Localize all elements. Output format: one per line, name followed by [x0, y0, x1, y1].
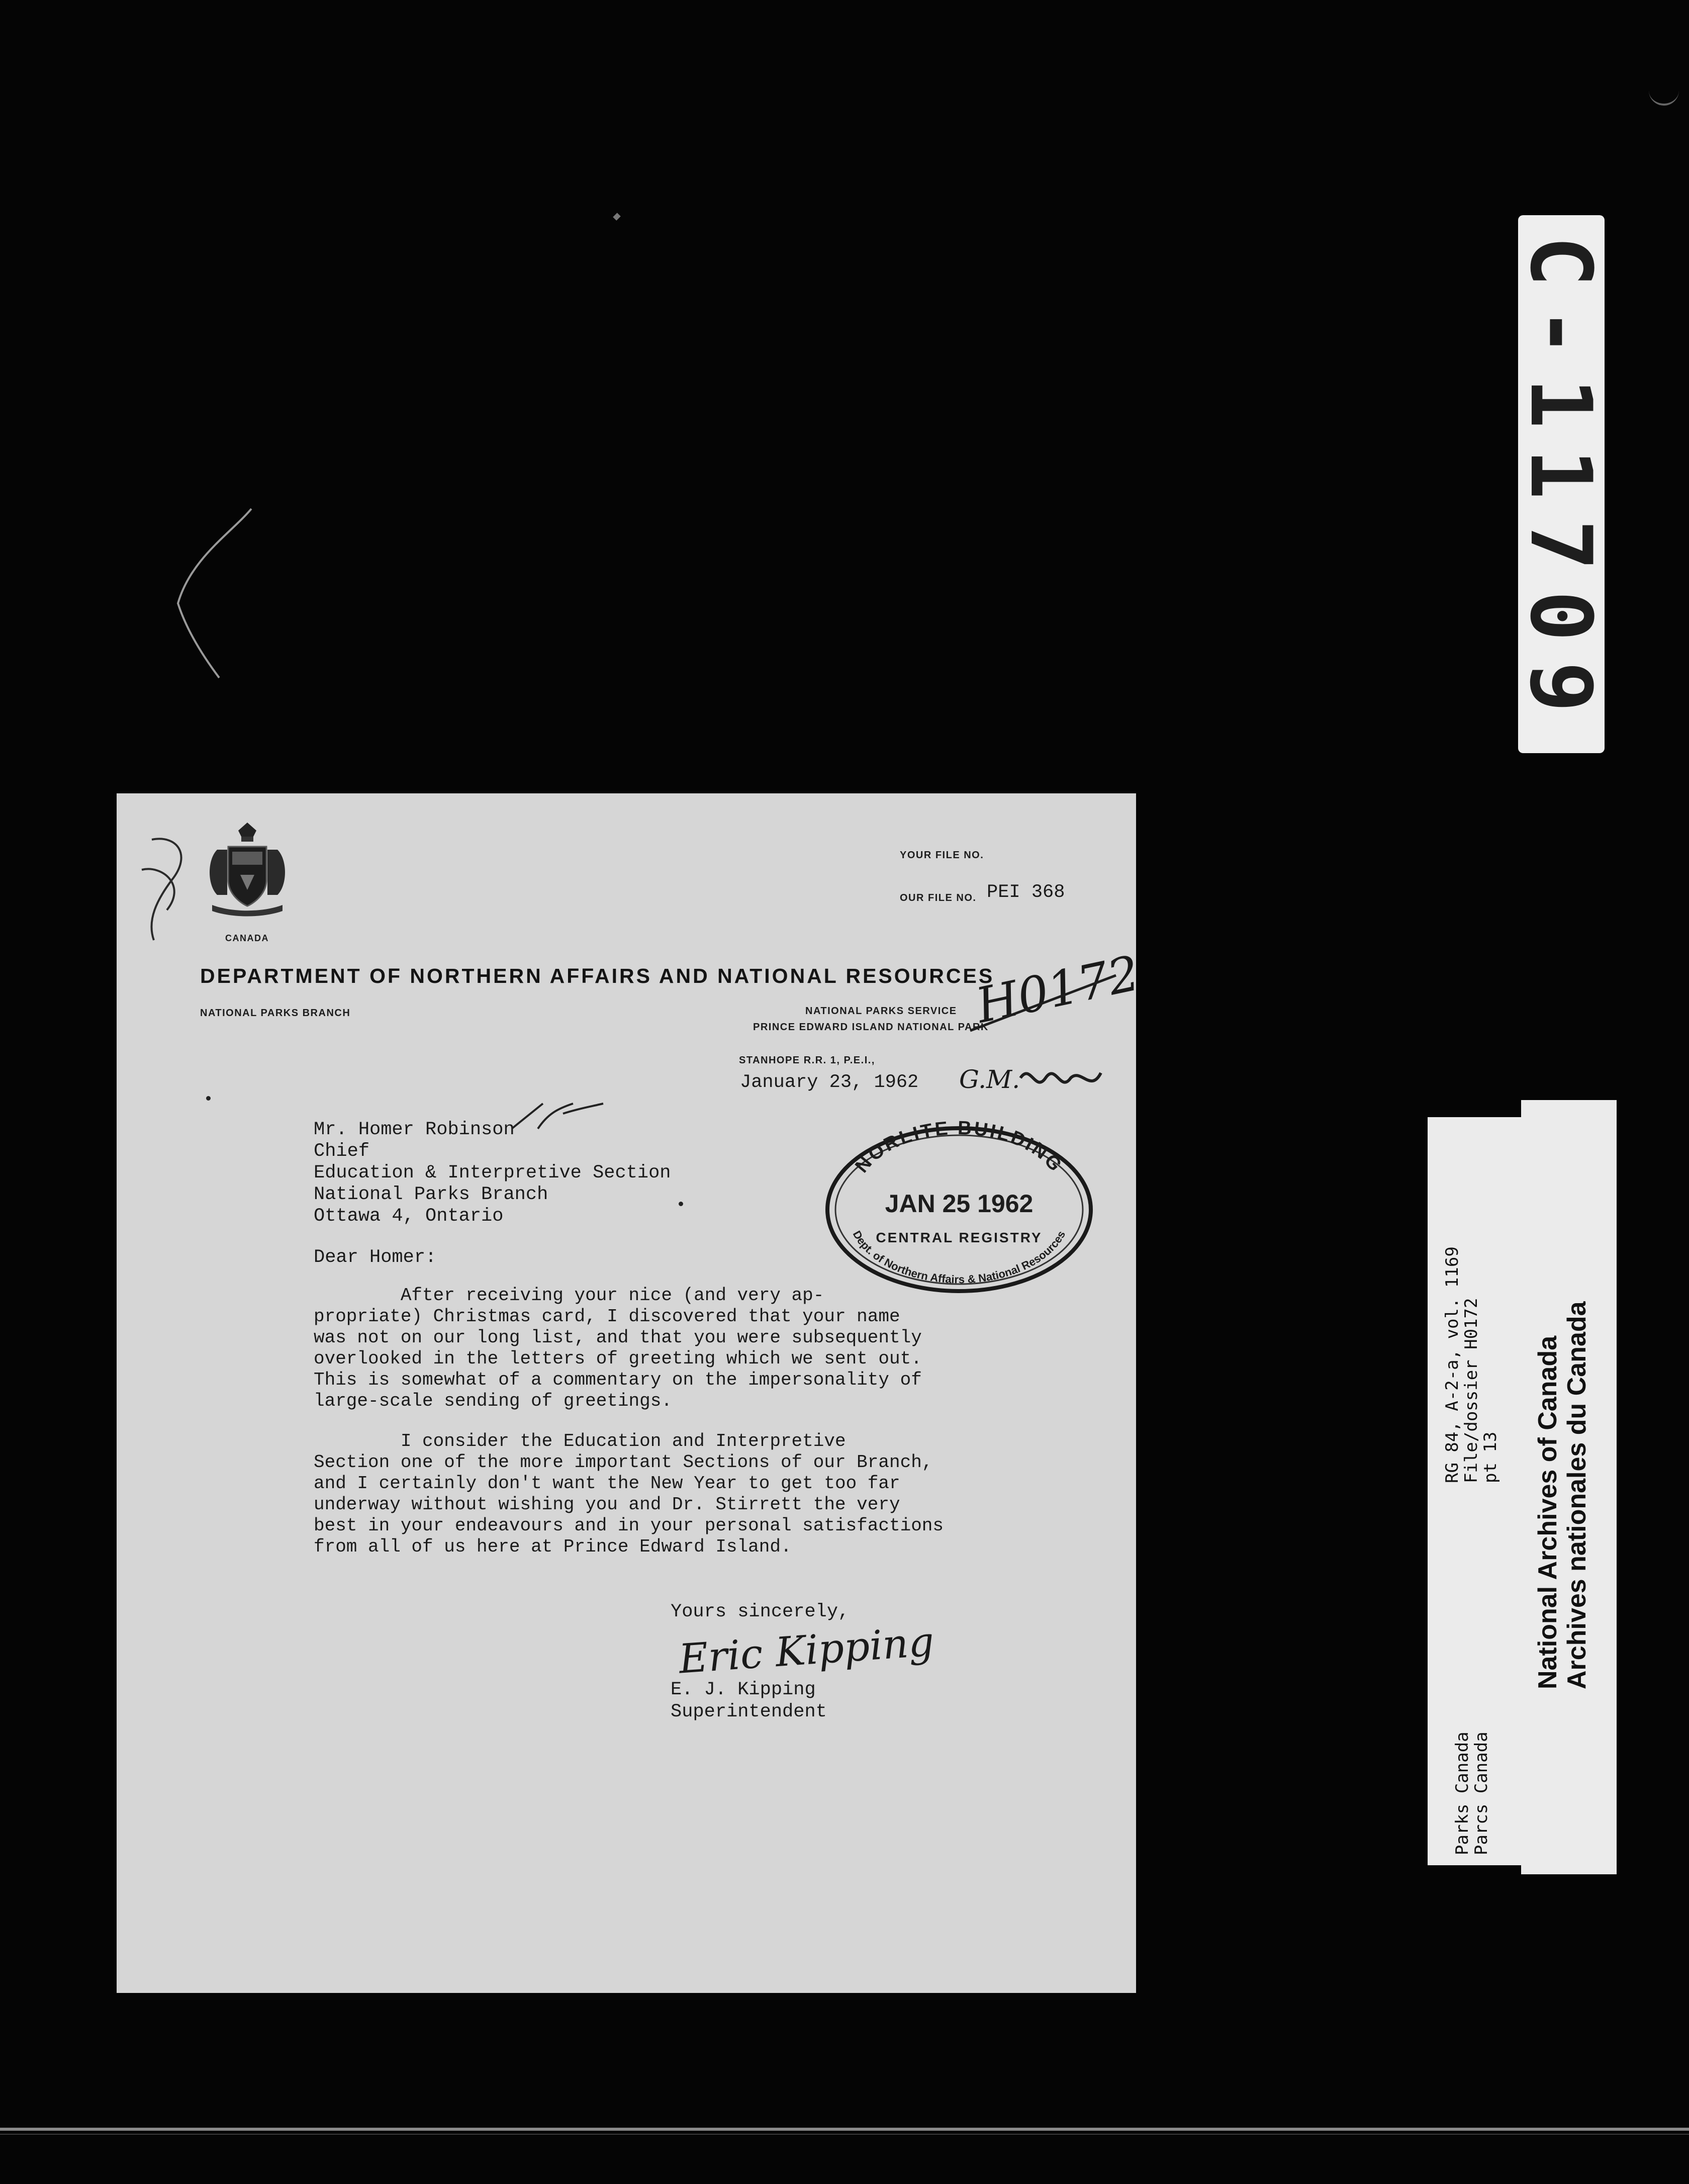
stamp-middle: CENTRAL REGISTRY	[876, 1230, 1043, 1245]
park-name: PRINCE EDWARD ISLAND NATIONAL PARK	[753, 1022, 989, 1033]
body-line: Section one of the more important Sections of our Branch,	[314, 1452, 933, 1473]
our-file-label: OUR FILE NO.	[900, 892, 977, 903]
body-line: best in your endeavours and in your personal satisfactions	[314, 1515, 944, 1536]
recipient-line: National Parks Branch	[314, 1184, 548, 1205]
film-edge-curve	[1649, 88, 1679, 106]
microfilm-frame-edge	[0, 2128, 1689, 2131]
archive-file-line: File/dossier H0172	[1461, 1298, 1481, 1483]
registry-stamp	[818, 1119, 1100, 1300]
stamp-bottom-arc: Dept. of Northern Affairs & National Resources	[850, 1228, 1068, 1286]
handwritten-underline	[965, 955, 1126, 1056]
recipient-line: Chief	[314, 1141, 370, 1162]
stamp-top-arc: NORLITE BUILDING	[851, 1119, 1067, 1177]
archives-name-en: National Archives of Canada	[1533, 1335, 1562, 1689]
body-line: This is somewhat of a commentary on the impersonality of	[314, 1370, 922, 1390]
body-line: I consider the Education and Interpretive	[314, 1431, 846, 1451]
service-name: NATIONAL PARKS SERVICE	[805, 1006, 957, 1017]
archive-reference-line: RG 84, A-2-a, vol. 1169	[1442, 1246, 1462, 1483]
recipient-line: Mr. Homer Robinson	[314, 1119, 515, 1140]
microfilm-frame-edge-shadow	[0, 2134, 1689, 2135]
body-line: After receiving your nice (and very ap-	[314, 1285, 824, 1306]
body-line: from all of us here at Prince Edward Island.	[314, 1536, 792, 1557]
coat-of-arms-icon	[197, 820, 298, 925]
stamp-date: JAN 25 1962	[885, 1190, 1034, 1218]
reel-number: C-11709	[1512, 235, 1610, 733]
closing: Yours sincerely,	[671, 1601, 850, 1622]
handwritten-file-number: H0172	[971, 945, 1145, 1034]
agency-name-en: Parks Canada	[1452, 1732, 1472, 1855]
body-line: underway without wishing you and Dr. Stirrett the very	[314, 1494, 900, 1515]
coat-of-arms-caption: CANADA	[225, 933, 269, 943]
agency-name	[1453, 1732, 1491, 1855]
handwritten-scribble	[1015, 1058, 1106, 1103]
letter-date: January 23, 1962	[740, 1072, 919, 1093]
body-line: was not on our long list, and that you were subsequently	[314, 1327, 922, 1348]
body-line: propriate) Christmas card, I discovered that your name	[314, 1306, 900, 1327]
handwritten-initials: G.M.	[959, 1065, 1020, 1094]
body-line: and I certainly don't want the New Year to get too far	[314, 1473, 900, 1494]
body-paragraph-1	[314, 1285, 922, 1412]
salutation: Dear Homer:	[314, 1247, 437, 1268]
punch-dot	[679, 1202, 683, 1206]
department-title: DEPARTMENT OF NORTHERN AFFAIRS AND NATIONAL RESOURCES	[200, 964, 995, 987]
body-paragraph-2	[314, 1431, 944, 1558]
handwritten-checkmark	[508, 1094, 608, 1139]
archive-reference	[1443, 1246, 1500, 1483]
our-file-number: PEI 368	[987, 882, 1065, 903]
film-scratch	[171, 503, 261, 684]
your-file-label: YOUR FILE NO.	[900, 850, 984, 861]
recipient-address	[314, 1119, 671, 1227]
recipient-line: Education & Interpretive Section	[314, 1162, 671, 1184]
signer-title: Superintendent	[671, 1701, 827, 1722]
body-line: large-scale sending of greetings.	[314, 1391, 672, 1411]
body-line: overlooked in the letters of greeting which we sent out.	[314, 1348, 922, 1369]
signer-name: E. J. Kipping	[671, 1679, 816, 1700]
dust-speck	[613, 213, 621, 221]
archives-name	[1533, 1301, 1591, 1689]
park-address: STANHOPE R.R. 1, P.E.I.,	[739, 1055, 875, 1066]
archive-part-line: pt 13	[1480, 1431, 1500, 1483]
recipient-line: Ottawa 4, Ontario	[314, 1206, 504, 1227]
branch-name: NATIONAL PARKS BRANCH	[200, 1008, 351, 1019]
agency-name-fr: Parcs Canada	[1471, 1732, 1491, 1855]
handwritten-signature: Eric Kipping	[677, 1618, 936, 1683]
punch-dot	[206, 1096, 211, 1101]
archives-name-fr: Archives nationales du Canada	[1562, 1301, 1591, 1689]
handwritten-mark	[132, 825, 202, 950]
